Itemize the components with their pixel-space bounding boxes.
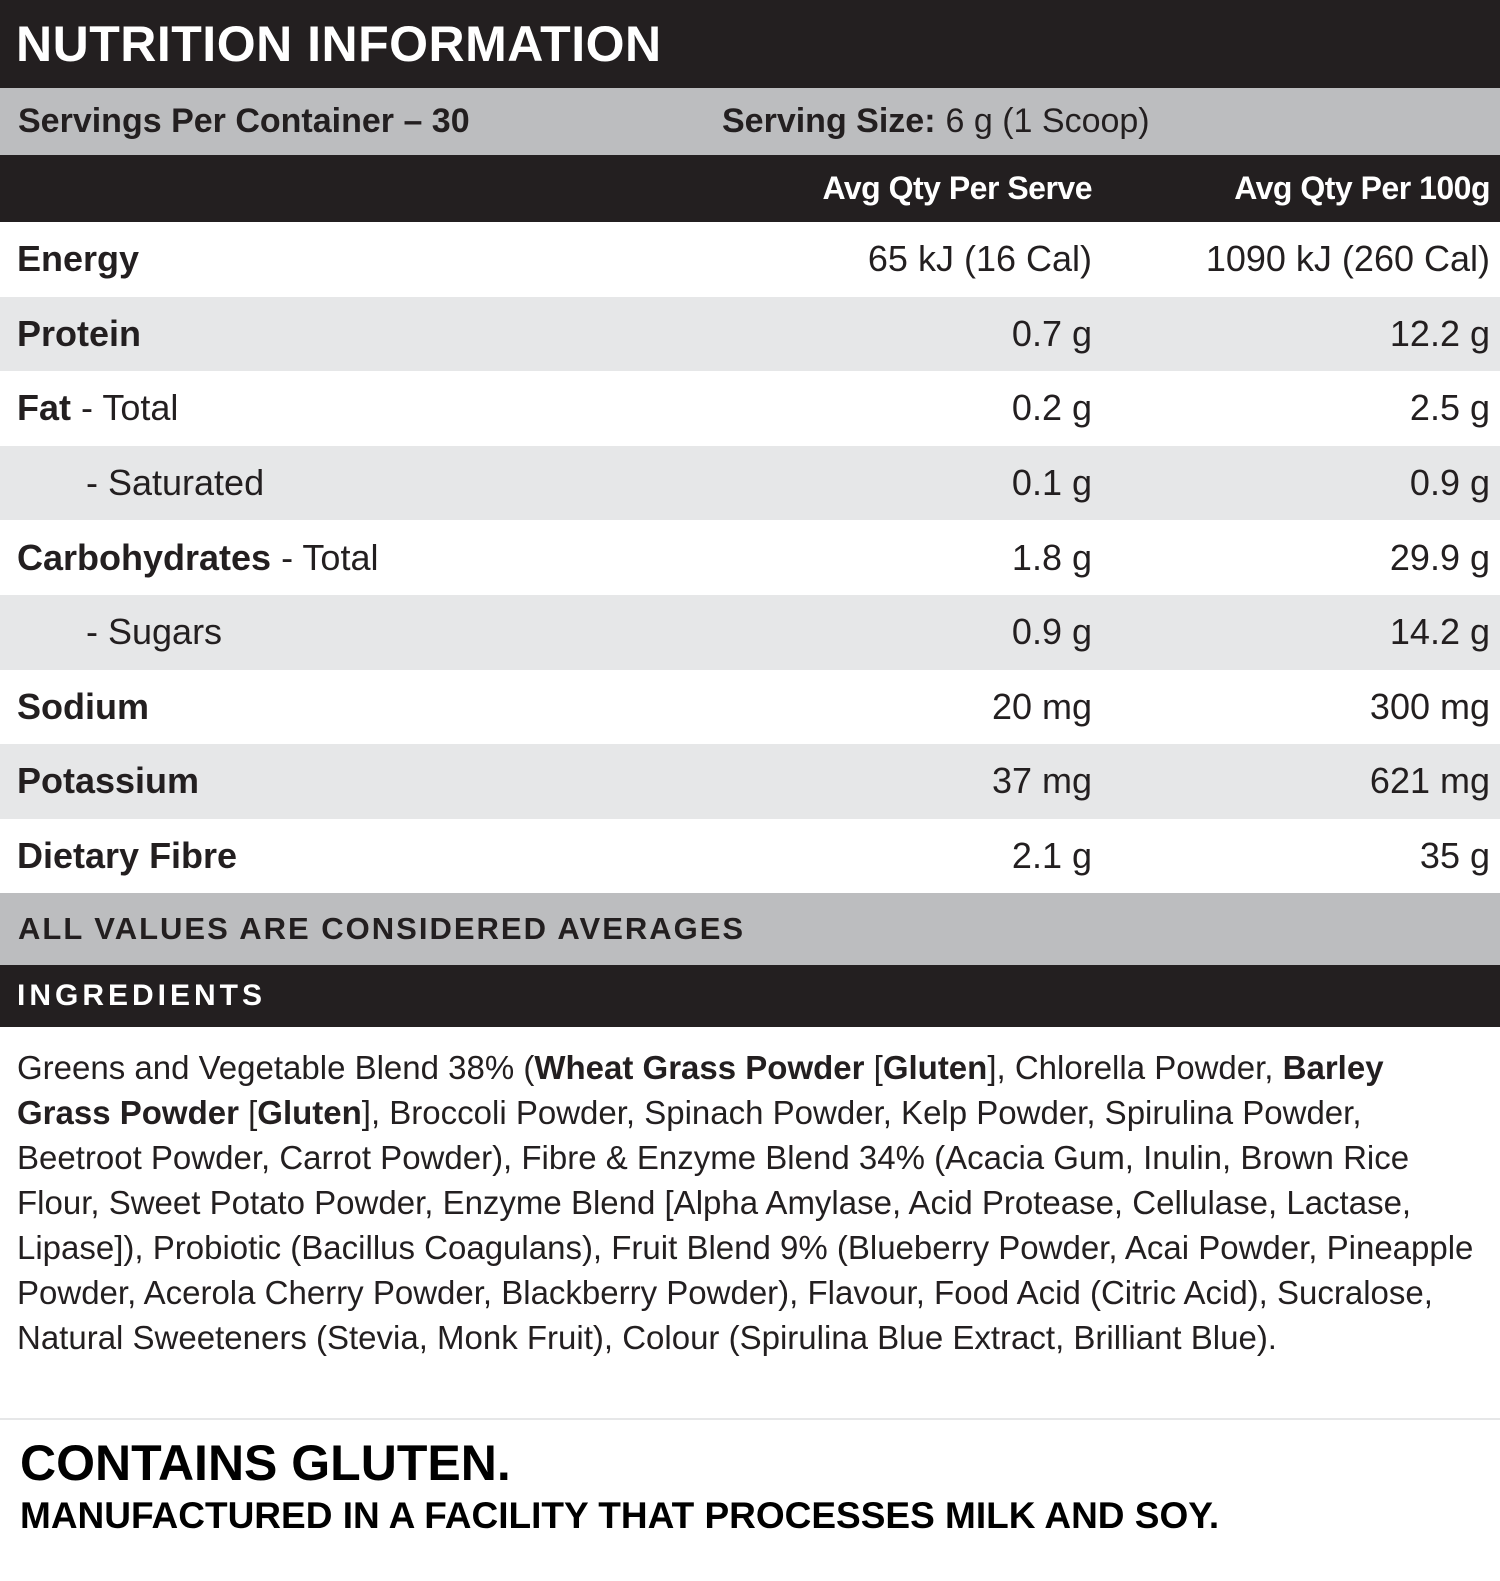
nutrient-label: Sodium (17, 685, 149, 727)
ingredient-bold-segment: Gluten (882, 1049, 988, 1087)
ingredient-bold-segment: Barley Grass Powder (17, 1049, 1384, 1132)
value-per-100g: 300 mg (1369, 685, 1490, 727)
nutrient-name (0, 313, 798, 355)
value-per-serve: 2.1 g (1011, 835, 1092, 877)
nutrient-name (0, 387, 798, 429)
table-row (0, 371, 1500, 446)
value-per-100g: 29.9 g (1389, 536, 1490, 578)
nutrient-label: Protein (17, 312, 142, 354)
value-per-serve: 37 mg (991, 760, 1092, 802)
nutrient-label: Energy (17, 238, 140, 280)
servings-bar (0, 88, 1500, 155)
ingredient-segment: [ (864, 1049, 883, 1087)
value-per-serve: 1.8 g (1011, 536, 1092, 578)
nutrient-name (0, 462, 798, 504)
column-header-per-100g: Avg Qty Per 100g (1234, 170, 1490, 206)
serving-size (722, 102, 1150, 141)
ingredients-heading: INGREDIENTS (0, 965, 1500, 1027)
value-per-100g: 621 mg (1369, 760, 1490, 802)
value-per-100g: 12.2 g (1389, 312, 1490, 354)
serving-size-value: 6 g (1 Scoop) (945, 102, 1150, 140)
value-per-100g: 14.2 g (1389, 611, 1490, 653)
panel-title: NUTRITION INFORMATION (0, 0, 1500, 88)
nutrient-label: Fat (17, 387, 71, 429)
ingredient-bold-segment: Wheat Grass Powder (534, 1049, 865, 1087)
value-per-serve: 20 mg (991, 685, 1092, 727)
nutrient-name (0, 537, 798, 579)
ingredients-text (0, 1027, 1500, 1420)
nutrient-qualifier: - Total (71, 387, 179, 429)
value-per-100g: 2.5 g (1409, 387, 1490, 429)
averages-note: ALL VALUES ARE CONSIDERED AVERAGES (0, 893, 1500, 965)
column-header-per-serve: Avg Qty Per Serve (822, 170, 1092, 206)
value-per-serve: 0.7 g (1011, 312, 1092, 354)
value-per-serve: 65 kJ (16 Cal) (867, 238, 1092, 280)
table-row (0, 520, 1500, 595)
allergen-facility: MANUFACTURED IN A FACILITY THAT PROCESSES MILK AND SOY. (20, 1495, 1220, 1537)
nutrient-name (0, 835, 798, 877)
table-row (0, 297, 1500, 372)
nutrient-table (0, 222, 1500, 893)
table-row (0, 744, 1500, 819)
table-row (0, 670, 1500, 745)
table-row (0, 595, 1500, 670)
ingredient-segment: [ (238, 1094, 258, 1132)
nutrient-qualifier: - Total (271, 536, 379, 578)
nutrient-qualifier: - Saturated (86, 462, 265, 504)
nutrient-name (0, 686, 798, 728)
column-header-row (0, 155, 1500, 222)
allergen-contains: CONTAINS GLUTEN. (20, 1435, 511, 1492)
value-per-100g: 35 g (1419, 835, 1490, 877)
table-row (0, 446, 1500, 521)
nutrient-label: Potassium (17, 760, 200, 802)
value-per-100g: 0.9 g (1409, 462, 1490, 504)
value-per-serve: 0.9 g (1011, 611, 1092, 653)
servings-per-container: Servings Per Container – 30 (18, 102, 470, 140)
value-per-serve: 0.2 g (1011, 387, 1092, 429)
nutrient-label: Carbohydrates (17, 536, 272, 578)
table-row (0, 819, 1500, 894)
nutrient-name (0, 238, 798, 280)
table-row (0, 222, 1500, 297)
nutrient-name (0, 760, 798, 802)
value-per-100g: 1090 kJ (260 Cal) (1205, 238, 1490, 280)
serving-size-label: Serving Size: (722, 102, 936, 140)
ingredient-bold-segment: Gluten (257, 1094, 362, 1132)
ingredient-segment: ], Chlorella Powder, (987, 1049, 1283, 1087)
nutrient-name (0, 611, 798, 653)
nutrient-qualifier: - Sugars (86, 611, 223, 653)
ingredient-segment: Greens and Vegetable Blend 38% ( (17, 1049, 535, 1087)
nutrient-label: Dietary Fibre (17, 835, 238, 877)
value-per-serve: 0.1 g (1011, 462, 1092, 504)
ingredient-segment: ], Broccoli Powder, Spinach Powder, Kelp Powder, Spirulina Powder, Beetroot Powder, Carrot Powder), Fibre & Enzyme Blend 34% (Acacia Gum, Inulin, Brown Rice Flour, Sweet Potato Powder, Enzyme Blend [Alpha Amylase, Acid Protease, Cellulase, Lactase, Lipase]), Probiotic (Bacillus Coagulans), Fruit Blend 9% (Blueberry Powder, Acai Powder, Pineapple Powder, Acerola Cherry Powder, Blackberry Powder), Flavour, Food Acid (Citric Acid), Sucralose, Natural Sweeteners (Stevia, Monk Fruit), Colour (Spirulina Blue Extract, Brilliant Blue). (17, 1094, 1474, 1357)
